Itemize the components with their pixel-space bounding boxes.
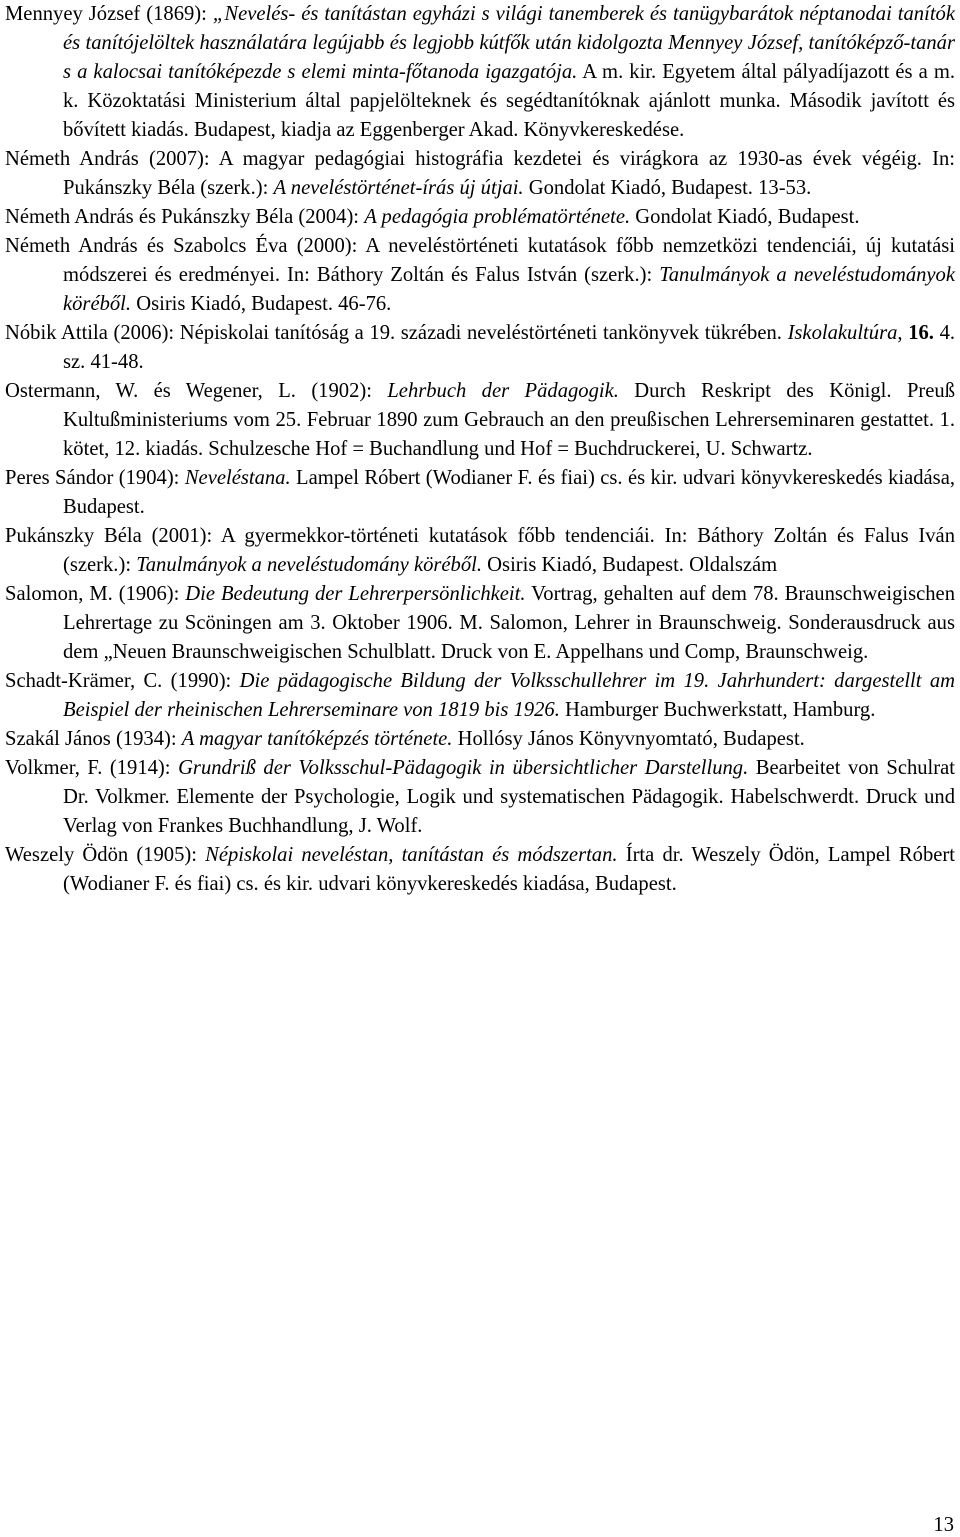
reference-text: , (897, 322, 909, 344)
reference-text: Gondolat Kiadó, Budapest. 13-53. (523, 177, 812, 199)
reference-text: Hamburger Buchwerkstatt, Hamburg. (559, 699, 876, 721)
reference-text: 4. sz. 41-48. (63, 322, 956, 373)
reference-text: Weszely Ödön (1905): (5, 844, 206, 866)
reference-entry (5, 580, 955, 667)
reference-entry (5, 377, 955, 464)
reference-title: Die pädagogische Bildung der Volksschullehrer im 19. Jahrhundert: dargestellt am Beispiel der rheinischen Lehrerseminare von 1819 bis 1926. (63, 670, 955, 721)
reference-entry (5, 667, 955, 725)
reference-text: Mennyey József (1869): (5, 3, 213, 25)
reference-title: Tanulmányok a neveléstudomány köréből. (136, 554, 483, 576)
reference-title: Grundriß der Volksschul-Pädagogik in übersichtlicher Darstellung. (178, 757, 749, 779)
reference-text: A m. kir. Egyetem által pályadíjazott és a m. k. Közoktatási Ministerium által papjelölteknek és segédtanítóknak ajánlott munka. Második javított és bővített kiadás. Budapest, kiadja az Eggenberger Akad. Könyvkereskedése. (63, 61, 956, 141)
reference-list (5, 0, 955, 899)
reference-text: Németh András és Pukánszky Béla (2004): (5, 206, 365, 228)
reference-text: Volkmer, F. (1914): (5, 757, 179, 779)
reference-text: Szakál János (1934): (5, 728, 182, 750)
reference-entry (5, 232, 955, 319)
reference-title: Tanulmányok a neveléstudományok köréből. (63, 264, 955, 315)
reference-text: Bearbeitet von Schulrat Dr. Volkmer. Elemente der Psychologie, Logik und systematischen Pädagogik. Habelschwerdt. Druck und Verlag von Frankes Buchhandlung, J. Wolf. (63, 757, 956, 837)
reference-text: Schadt-Krämer, C. (1990): (5, 670, 240, 692)
reference-text: Durch Reskript des Königl. Preuß Kultußministeriums vom 25. Februar 1890 zum Gebrauch an den preußischen Lehrerseminaren gestattet. 1. kötet, 12. kiadás. Schulzesche Hof = Buchandlung und Hof = Buchdruckerei, U. Schwartz. (63, 380, 955, 460)
reference-text: Írta dr. Weszely Ödön, Lampel Róbert (Wodianer F. és fiai) cs. és kir. udvari könyvkereskedés kiadása, Budapest. (63, 844, 955, 895)
reference-entry (5, 522, 955, 580)
reference-entry (5, 725, 955, 754)
reference-text: Lampel Róbert (Wodianer F. és fiai) cs. és kir. udvari könyvkereskedés kiadása, Budapest. (63, 467, 955, 518)
reference-entry (5, 145, 955, 203)
reference-title: Népiskolai neveléstan, tanítástan és módszertan. (205, 844, 618, 866)
reference-entry (5, 0, 955, 145)
reference-entry (5, 841, 955, 899)
reference-entry (5, 319, 955, 377)
reference-text: Hollósy János Könyvnyomtató, Budapest. (452, 728, 805, 750)
reference-title: Lehrbuch der Pädagogik. (387, 380, 619, 402)
reference-text: Osiris Kiadó, Budapest. 46-76. (131, 293, 392, 315)
page-number: 13 (933, 1514, 954, 1536)
reference-entry (5, 203, 955, 232)
reference-title: Die Bedeutung der Lehrerpersönlichkeit. (185, 583, 526, 605)
reference-text: Németh András és Szabolcs Éva (2000): A neveléstörténeti kutatások főbb nemzetközi tendenciái, új kutatási módszerei és eredményei. In: Báthory Zoltán és Falus István (szerk.): (5, 235, 955, 286)
reference-text: Salomon, M. (1906): (5, 583, 186, 605)
reference-title: Neveléstana. (184, 467, 291, 489)
reference-title: Iskolakultúra (787, 322, 898, 344)
reference-entry (5, 464, 955, 522)
reference-text: Ostermann, W. és Wegener, L. (1902): (5, 380, 388, 402)
reference-title: A neveléstörténet-írás új útjai. (273, 177, 524, 199)
reference-text: Nóbik Attila (2006): Népiskolai tanítóság a 19. századi neveléstörténeti tankönyvek tükrében. (5, 322, 788, 344)
reference-text: Németh András (2007): A magyar pedagógiai histográfia kezdetei és virágkora az 1930-as évek végéig. In: Pukánszky Béla (szerk.): (5, 148, 955, 199)
reference-volume: 16. (908, 322, 934, 344)
reference-text: Osiris Kiadó, Budapest. Oldalszám (482, 554, 778, 576)
reference-text: Peres Sándor (1904): (5, 467, 185, 489)
reference-text: Gondolat Kiadó, Budapest. (630, 206, 860, 228)
reference-entry (5, 754, 955, 841)
reference-title: A magyar tanítóképzés története. (181, 728, 453, 750)
reference-title: „Nevelés- és tanítástan egyházi s világi tanemberek és tanügybarátok néptanodai tanítók és tanítójelöltek használatára legújabb és legjobb kútfők után kidolgozta Mennyey József, tanítóképző-tanár s a kalocsai tanítóképezde s elemi minta-főtanoda igazgatója. (63, 3, 955, 83)
reference-text: Vortrag, gehalten auf dem 78. Braunschweigischen Lehrertage zu Scöningen am 3. Oktober 1906. M. Salomon, Lehrer in Braunschweig. Sonderausdruck aus dem „Neuen Braunschweigischen Schulblatt. Druck von E. Appelhans und Comp, Braunschweig. (63, 583, 955, 663)
reference-title: A pedagógia problématörténete. (364, 206, 631, 228)
reference-text: Pukánszky Béla (2001): A gyermekkor-történeti kutatások főbb tendenciái. In: Báthory Zoltán és Falus Iván (szerk.): (5, 525, 955, 576)
